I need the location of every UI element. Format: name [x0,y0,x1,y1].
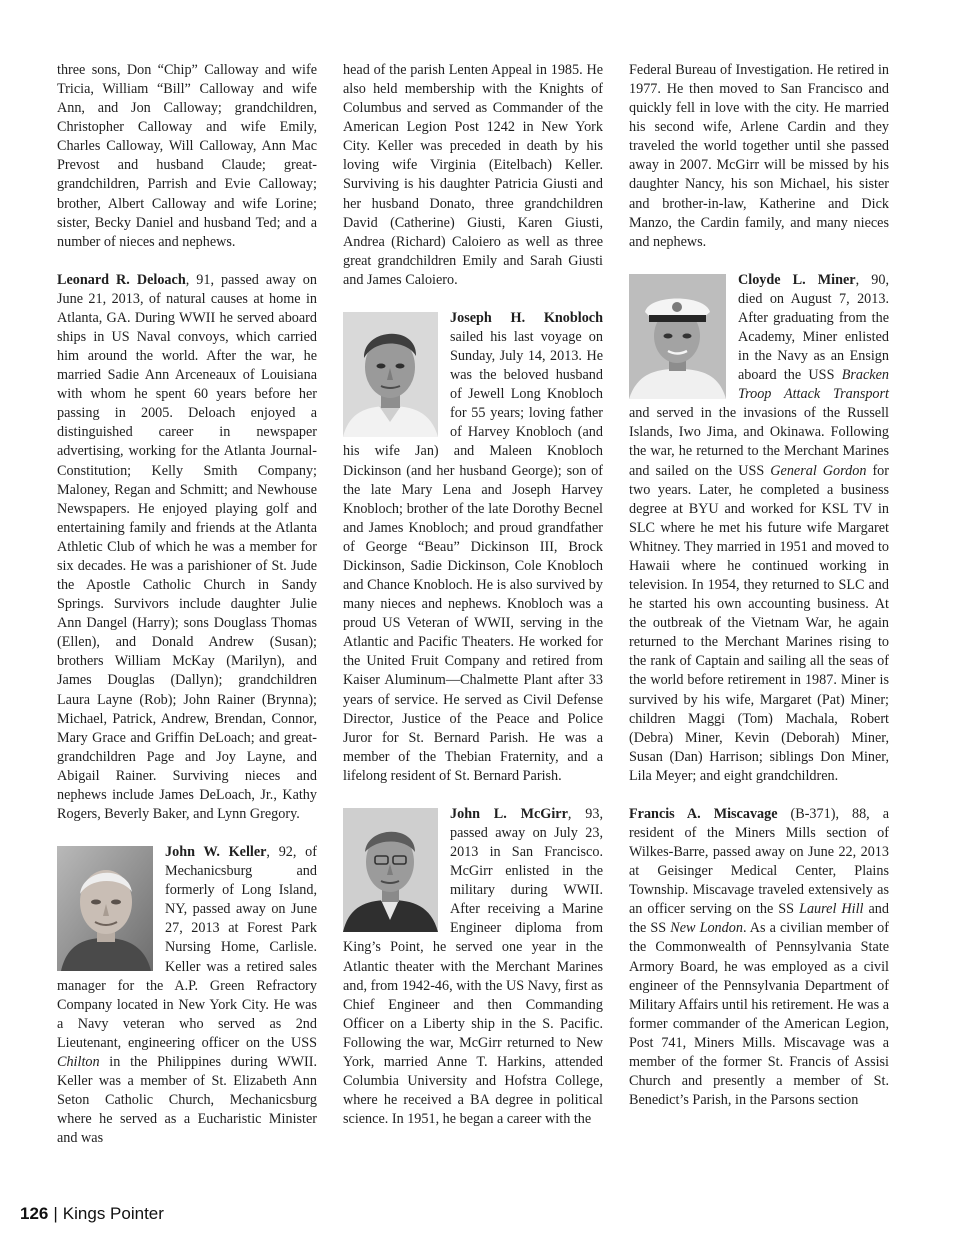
mcgirr-name: John L. McGirr [450,805,568,822]
knobloch-text: sailed his last voyage on Sunday, July 14, 2013. He was the beloved husband of Jewell Long Knobloch for 55 years; loving father of Harvey Knobloch (and his wife Jan) and Maleen Knobloch Dickinson (and her husband George); son of the late Mary Lena and Joseph Harvey Knobloch; brother of the late Dorothy Becnel and James Knobloch; and proud grandfather of George “Beau” Dickinson III, Brock Dickinson, Sadie Dickinson, Cole Knobloch and Chance Knobloch. He is also survived by many nieces and nephews. Knobloch was a proud US Veteran of WWII, serving in the Atlantic and Pacific Theaters. He worked for the United Fruit Company and retired from Kaiser Aluminum—Chalmette Plant after 33 years of service. He served as Civil Defense Director, Justice of the Peace and Police Juror for St. Bernard Parish. He was a member of the Thebian Fraternity, and a lifelong resident of St. Bernard Parish. [343,329,603,784]
miner-ship-name-2: General Gordon [770,462,867,479]
page-number: 126 [20,1204,49,1223]
keller-name: John W. Keller [165,844,267,861]
knobloch-name: Joseph H. Knobloch [450,309,603,326]
deloach-obituary [57,271,317,824]
miner-obituary [629,271,889,786]
page-footer [20,1204,164,1224]
mcgirr-text: , 93, passed away on July 23, 2013 in San Francisco. McGirr enlisted in the military during WWII. After receiving a Marine Engineer diploma from King’s Point, he served one year in the Atlantic theater with the Merchant Marines and, from 1942-46, with the US Navy, first as Chief Engineer and then Commanding Officer on a Liberty ship in the S. Pacific. Following the war, McGirr returned to New York, married Anne T. Harkins, attended Columbia University and Hofstra College, where he received a BA degree in political science. In 1951, he began a career with the [343,805,603,1128]
keller-text-part2: in the Philippines during WWII. Keller was a member of St. Elizabeth Ann Seton Catholic Church, Mechanicsburg where he served as a Eucharistic Minister and was [57,1053,317,1147]
miscavage-text-part1: (B-371), 88, a resident of the Miners Mills section of Wilkes-Barre, passed away on June 22, 2013 at Geisinger Medical Center, Plains Township. Miscavage traveled extensively as an officer serving on the SS [629,805,889,918]
column-1 [57,61,317,1148]
column-2 [343,61,603,1129]
miner-name: Cloyde L. Miner [738,271,856,288]
calloway-obituary-continued: three sons, Don “Chip” Calloway and wife Tricia, William “Bill” Calloway and wife Ann, and Jon Calloway; grandchildren, Christopher Calloway and wife Emily, Charles Calloway, Will Calloway, Ann Mac Prevost and husband Claude; great-grandchildren, Parrish and Evie Calloway; brother, Albert Calloway and wife Lorine; sister, Becky Daniel and husband Ted; and a number of nieces and nephews. [57,62,317,250]
miner-ship-name-1: Bracken Troop Attack Transport [738,367,889,403]
miscavage-obituary [629,805,889,1110]
miner-text-part1: , 90, died on August 7, 2013. After graduating from the Academy, Miner enlisted in the Navy as an Ensign aboard the USS [738,271,889,384]
miscavage-text-part2: and the SS [629,901,889,937]
footer-separator: | [53,1204,58,1223]
keller-ship-name: Chilton [57,1053,100,1070]
miner-text-part2: and served in the invasions of the Russell Islands, Iwo Jima, and Okinawa. Following the war, he returned to the Merchant Marines and sailed on the USS [629,405,889,479]
deloach-name: Leonard R. Deloach [57,271,186,288]
keller-text-part1: , 92, of Mechanicsburg and formerly of Long Island, NY, passed away on June 27, 2013 at Forest Park Nursing Home, Carlisle. Keller was a retired sales manager for the A.P. Green Refractory Company located in New York City. He was a Navy veteran who served as 2nd Lieutenant, engineering officer on the USS [57,844,317,1051]
miscavage-text-part3: . As a civilian member of the Commonwealth of Pennsylvania State Armory Board, he was employed as a civil engineer of the Pennsylvania Department of Military Affairs until his retirement. He was a former commander of the American Legion, Post 741, Miners Mills. Miscavage was a member of the former St. Francis of Assisi Church and presently a member of St. Benedict’s Parish, in the Parsons section [629,920,889,1109]
mcgirr-obituary [343,805,603,1129]
miscavage-ship-name-2: New London [670,920,743,937]
miscavage-name: Francis A. Miscavage [629,805,778,822]
mcgirr-obituary-continued: Federal Bureau of Investigation. He retired in 1977. He then moved to San Francisco and quickly fell in love with the city. He married his second wife, Arlene Cardin and they traveled the world together until she passed away in 2007. McGirr will be missed by his daughter Nancy, his son Michael, his sister and brother-in-law, Katherine and Dick Manzo, the Cardin family, and many nieces and nephews. [629,62,889,250]
deloach-text: , 91, passed away on June 21, 2013, of natural causes at home in Atlanta, GA. During WWII he served aboard ships in US Naval convoys, which carried him around the world. After the war, he married Sadie Ann Arceneaux of Louisiana with whom he spent 60 years before her passing in 2005. Deloach enjoyed a distinguished career in newspaper advertising, working for the Atlanta Journal-Constitution; Kelly Smith Company; Maloney, Regan and Schmitt; and Newhouse Newspapers. He enjoyed playing golf and entertaining family and friends at the Atlanta Athletic Club of which he was a member for six decades. He was a parishioner of St. Jude the Apostle Catholic Church in Sandy Springs. Survivors include daughter Julie Ann Dangel (Harry); sons Douglass Thomas (Ellen), and Donald Andrew (Susan); brothers William McKay (Marilyn), and James Douglas (Dallyn); grandchildren Laura Layne (Rob); John Rainer (Brynna); Michael, Patrick, Andrew, Brendan, Connor, Mary Grace and Griffin DeLoach; and great-grandchildren Page and Joy Layne, and Abigail Rainer. Surviving nieces and nephews include James DeLoach, Jr., Kathy Rogers, Beverly Baker, and Lynn Gregory. [57,271,317,822]
knobloch-obituary [343,309,603,786]
keller-obituary-continued: head of the parish Lenten Appeal in 1985. He also held membership with the Knights of Columbus and served as Commander of the American Legion Post 1242 in New York City. Keller was preceded in death by his loving wife Virginia (Eitelbach) Keller. Surviving is his daughter Patricia Giusti and her husband Donato, three grandchildren David (Catherine) Giusti, Karen Giusti, Andrea (Richard) Caloiero as well as three great grandchildren Emily and Sarah Giusti and James Caloiero. [343,62,603,288]
keller-portrait-photo [57,846,153,971]
publication-title: Kings Pointer [62,1204,164,1223]
column-3 [629,61,889,1110]
miner-portrait-photo [629,274,726,399]
knobloch-portrait-photo [343,312,438,437]
miner-text-part3: for two years. Later, he completed a business degree at BYU and worked for KSL TV in SLC where he met his future wife Margaret Whitney. They married in 1951 and moved to Hawaii where he continued working in television. In 1954, they returned to SLC and he started his own accounting business. At the outbreak of the Vietnam War, he again returned to the Merchant Marines rising to the rank of Captain and sailing all the seas of the world before retirement in 1987. Miner is survived by his wife, Margaret (Pat) Miner; children Maggi (Tom) Machala, Robert (Debra) Miner, Kevin (Deborah) Miner, Susan (Dan) Harrison; siblings Don Miner, Lila Meyer; and eight grandchildren. [629,462,889,784]
mcgirr-portrait-photo [343,808,438,932]
miscavage-ship-name-1: Laurel Hill [799,901,864,918]
keller-obituary [57,843,317,1148]
